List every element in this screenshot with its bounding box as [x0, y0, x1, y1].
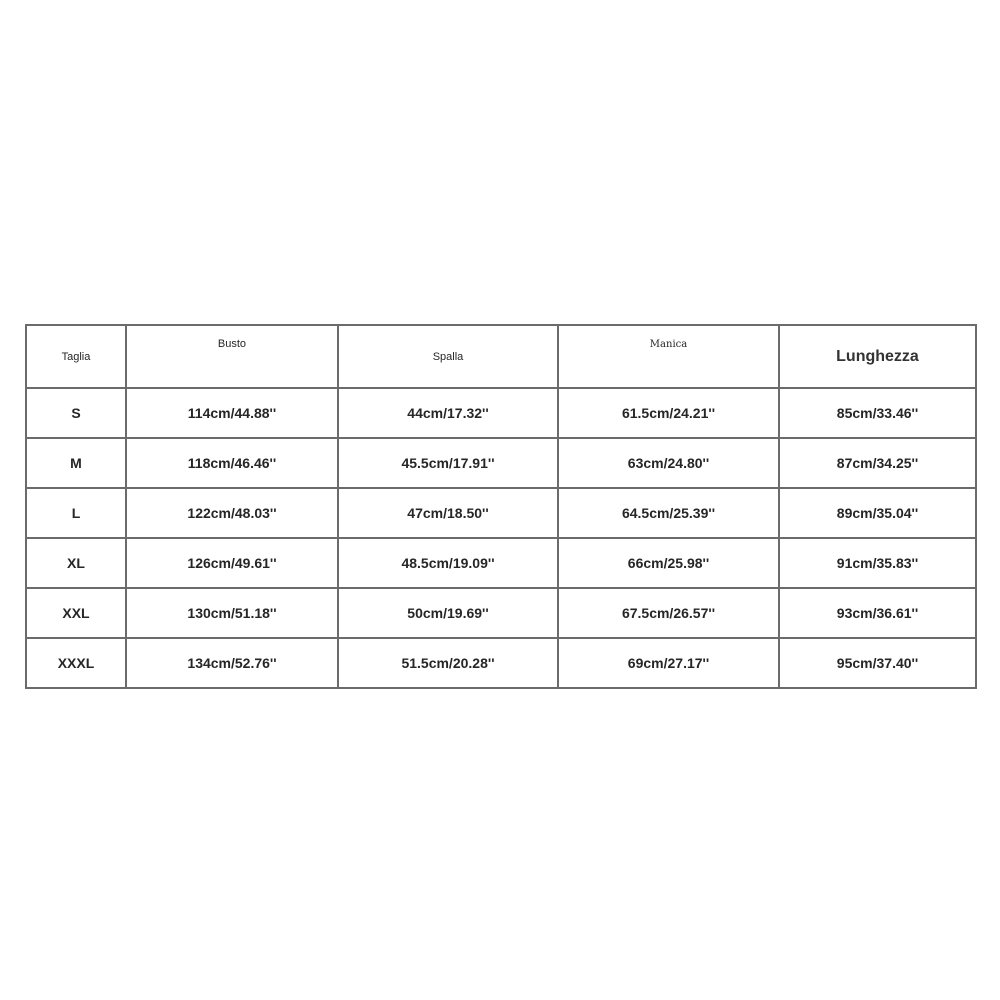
spalla-cell: 45.5cm/17.91'' [338, 438, 558, 488]
size-cell: XL [26, 538, 126, 588]
header-manica: Manica [558, 325, 779, 388]
spalla-cell: 48.5cm/19.09'' [338, 538, 558, 588]
lunghezza-cell: 93cm/36.61'' [779, 588, 976, 638]
spalla-cell: 50cm/19.69'' [338, 588, 558, 638]
busto-cell: 130cm/51.18'' [126, 588, 338, 638]
lunghezza-cell: 85cm/33.46'' [779, 388, 976, 438]
table-row [26, 388, 976, 438]
busto-cell: 122cm/48.03'' [126, 488, 338, 538]
manica-cell: 63cm/24.80'' [558, 438, 779, 488]
size-cell: M [26, 438, 126, 488]
table-row [26, 588, 976, 638]
spalla-cell: 51.5cm/20.28'' [338, 638, 558, 688]
manica-cell: 61.5cm/24.21'' [558, 388, 779, 438]
size-cell: L [26, 488, 126, 538]
size-cell: XXL [26, 588, 126, 638]
header-busto: Busto [126, 325, 338, 388]
spalla-cell: 47cm/18.50'' [338, 488, 558, 538]
manica-cell: 67.5cm/26.57'' [558, 588, 779, 638]
busto-cell: 118cm/46.46'' [126, 438, 338, 488]
lunghezza-cell: 87cm/34.25'' [779, 438, 976, 488]
table-row [26, 488, 976, 538]
size-cell: XXXL [26, 638, 126, 688]
manica-cell: 64.5cm/25.39'' [558, 488, 779, 538]
header-lunghezza: Lunghezza [779, 325, 976, 388]
table-header-row [26, 325, 976, 388]
lunghezza-cell: 89cm/35.04'' [779, 488, 976, 538]
lunghezza-cell: 95cm/37.40'' [779, 638, 976, 688]
header-spalla: Spalla [338, 325, 558, 388]
table-row [26, 538, 976, 588]
busto-cell: 134cm/52.76'' [126, 638, 338, 688]
busto-cell: 126cm/49.61'' [126, 538, 338, 588]
table-row [26, 638, 976, 688]
table-row [26, 438, 976, 488]
size-chart-table [25, 324, 977, 689]
manica-cell: 69cm/27.17'' [558, 638, 779, 688]
spalla-cell: 44cm/17.32'' [338, 388, 558, 438]
manica-cell: 66cm/25.98'' [558, 538, 779, 588]
size-cell: S [26, 388, 126, 438]
busto-cell: 114cm/44.88'' [126, 388, 338, 438]
header-taglia: Taglia [26, 325, 126, 388]
lunghezza-cell: 91cm/35.83'' [779, 538, 976, 588]
